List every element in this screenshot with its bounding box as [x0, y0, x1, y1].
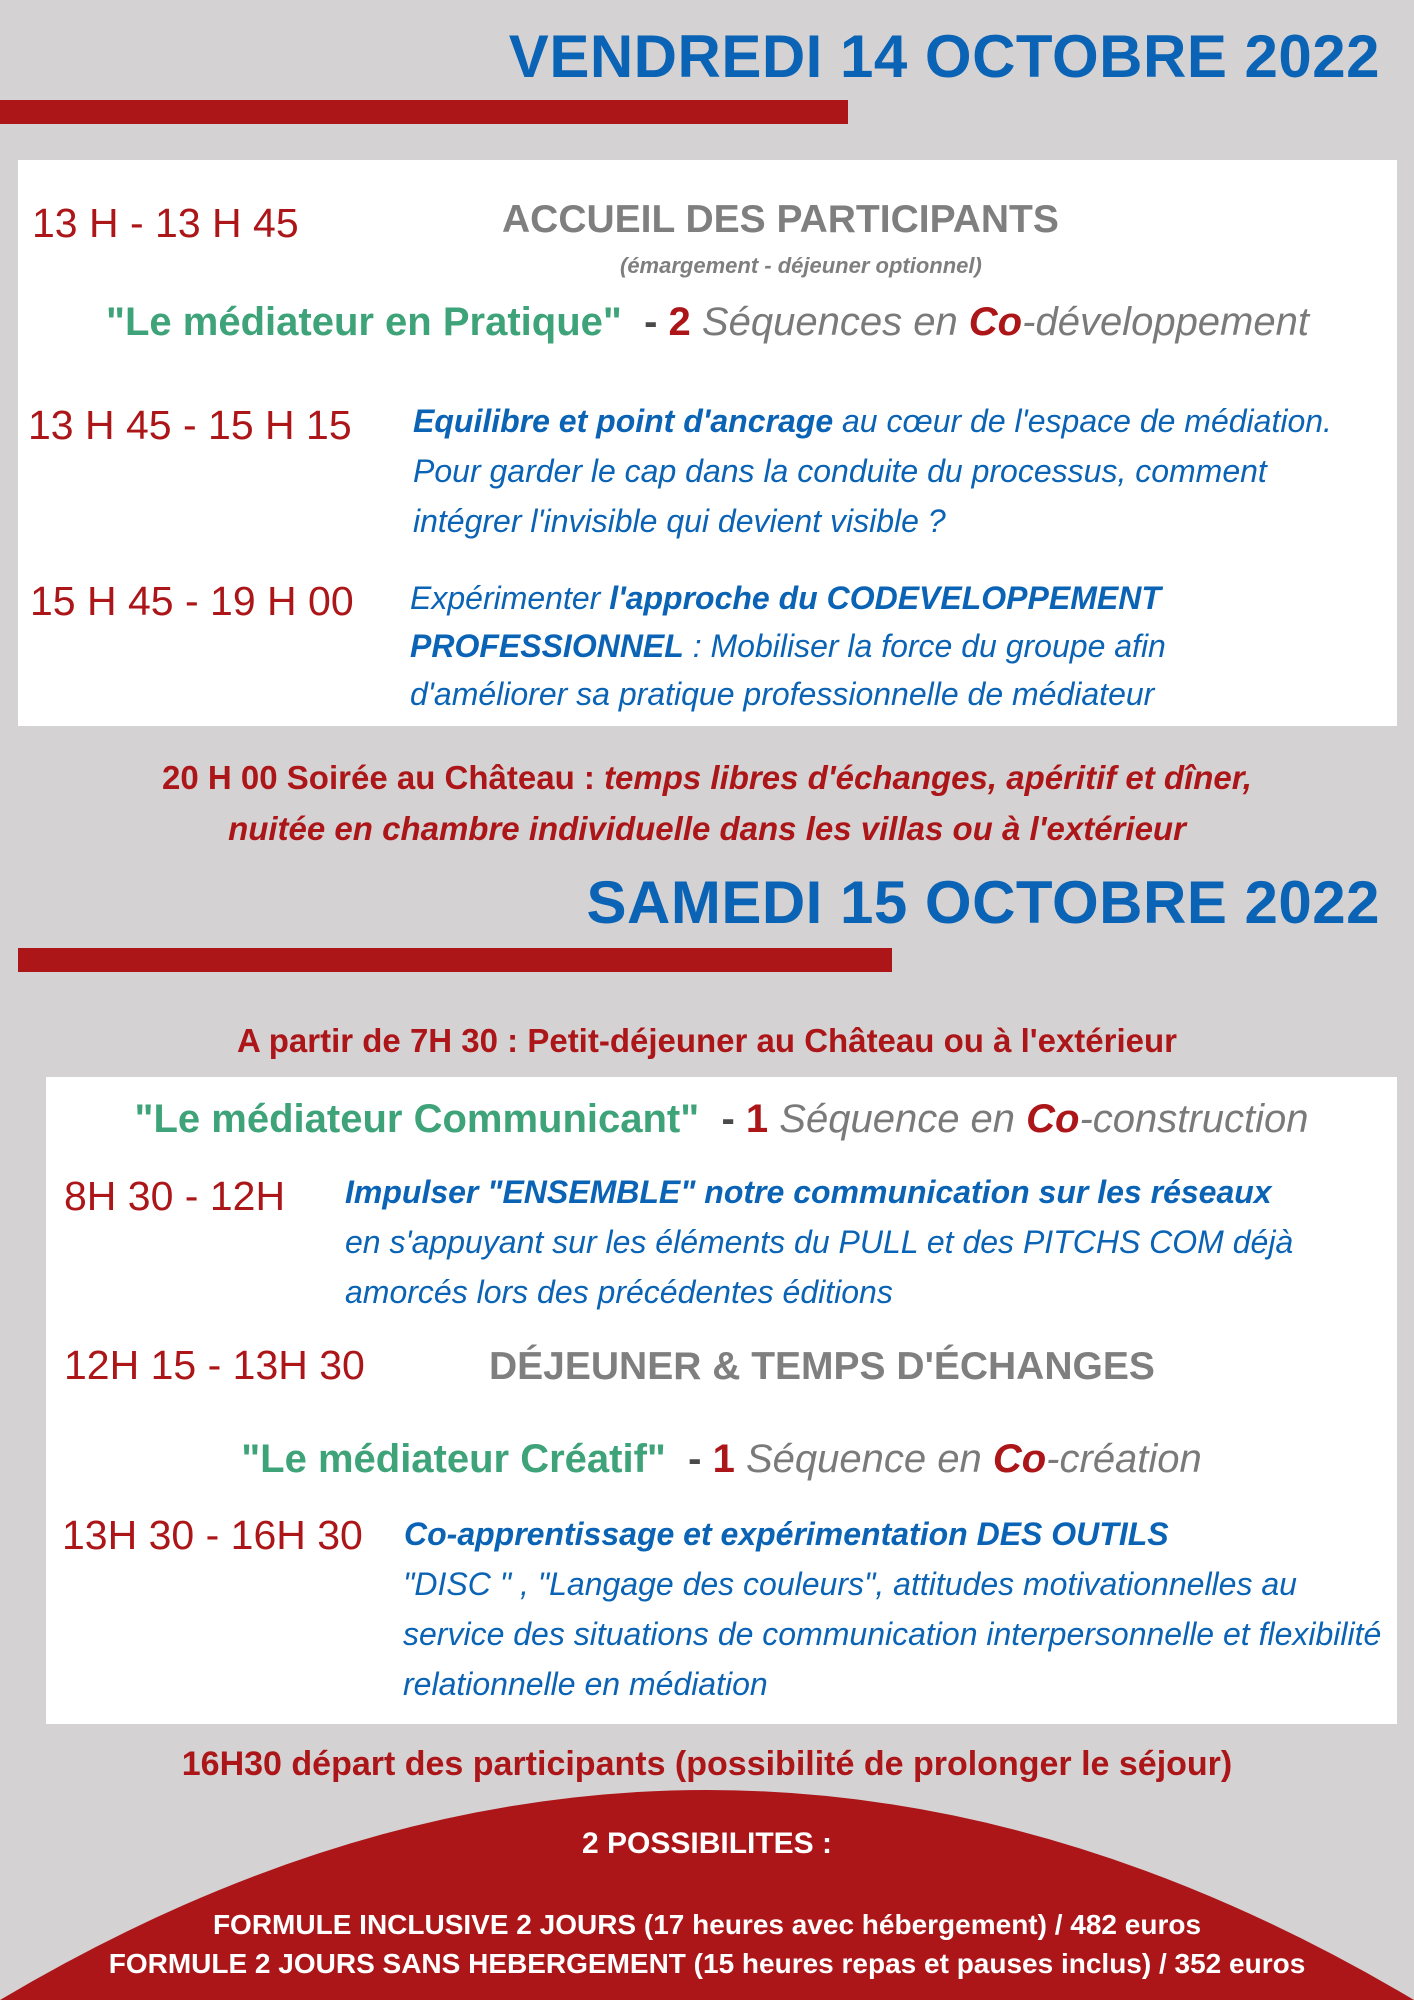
sequence1-text-before: Séquence en — [779, 1097, 1027, 1141]
evening-italic-line1: temps libres d'échanges, apéritif et dîner, — [604, 759, 1252, 796]
evening-info — [0, 752, 1414, 854]
day2-session2-description: "DISC " , "Langage des couleurs", attitudes motivationnelles au service des situations de communication interpersonnelle et flexibilité relationnelle en médiation — [403, 1566, 1382, 1702]
day2-title-underline — [18, 948, 892, 972]
session2-description — [410, 574, 1310, 718]
day1-title-underline — [0, 100, 848, 124]
session1-time: 13 H 45 - 15 H 15 — [28, 402, 352, 448]
sequence2-count: 1 — [712, 1437, 735, 1481]
sequence-dash: - — [644, 300, 658, 344]
day2-program-panel — [46, 1077, 1397, 1724]
lunch-time: 12H 15 - 13H 30 — [64, 1342, 365, 1388]
sequence1-dash: - — [721, 1097, 735, 1141]
day1-title: VENDREDI 14 OCTOBRE 2022 — [508, 23, 1380, 90]
pricing-option-inclusive: FORMULE INCLUSIVE 2 JOURS (17 heures avec hébergement) / 482 euros — [212, 1909, 1202, 1940]
sequence1-text-after: -construction — [1079, 1097, 1309, 1141]
sequence1-name: "Le médiateur Communicant" — [134, 1097, 700, 1141]
sequence-count: 2 — [668, 300, 691, 344]
session1-text: au cœur de l'espace de médiation. Pour garder le cap dans la conduite du processus, comment intégrer l'invisible qui devient visible ? — [413, 403, 1332, 539]
day2-session2-bold: Co-apprentissage et expérimentation DES OUTILS — [404, 1516, 1169, 1552]
session2-text1: Expérimenter — [410, 580, 610, 616]
evening-bold: 20 H 00 Soirée au Château : — [162, 759, 605, 796]
sequence2-dash: - — [688, 1437, 702, 1481]
sequence2-text-before: Séquence en — [745, 1437, 993, 1481]
sequence2-text-after: -création — [1046, 1437, 1202, 1481]
departure-info: 16H30 départ des participants (possibilité de prolonger le séjour) — [181, 1745, 1233, 1783]
day1-program-panel — [18, 160, 1397, 726]
day2-sequence1-heading — [46, 1097, 1397, 1142]
welcome-title: ACCUEIL DES PARTICIPANTS — [502, 198, 1059, 241]
sequence2-name: "Le médiateur Créatif" — [241, 1437, 666, 1481]
sequence1-count: 1 — [745, 1097, 769, 1141]
session2-time: 15 H 45 - 19 H 00 — [30, 578, 354, 624]
session2-text2: : Mobiliser la force du groupe afin d'améliorer sa pratique professionnelle de médiateur — [410, 628, 1166, 712]
sequence-text-before: Séquences en — [701, 300, 969, 344]
day2-session1-description — [345, 1167, 1385, 1317]
day2-title: SAMEDI 15 OCTOBRE 2022 — [586, 869, 1380, 936]
day2-session1-text: en s'appuyant sur les éléments du PULL et des PITCHS COM déjà amorcés lors des précédentes éditions — [345, 1224, 1294, 1310]
day2-session1-time: 8H 30 - 12H — [64, 1173, 286, 1219]
sequence1-co: Co — [1026, 1097, 1080, 1141]
sequence-name: "Le médiateur en Pratique" — [106, 300, 622, 344]
pricing-title: 2 POSSIBILITES : — [581, 1827, 833, 1860]
welcome-time: 13 H - 13 H 45 — [32, 200, 299, 246]
breakfast-info: A partir de 7H 30 : Petit-déjeuner au Château ou à l'extérieur — [236, 1022, 1178, 1059]
welcome-subtitle: (émargement - déjeuner optionnel) — [620, 253, 982, 278]
day2-sequence2-heading — [46, 1437, 1397, 1482]
evening-italic-line2: nuitée en chambre individuelle dans les villas ou à l'extérieur — [228, 810, 1186, 847]
day2-session1-bold: Impulser "ENSEMBLE" notre communication sur les réseaux — [345, 1174, 1272, 1210]
pricing-option-without-accommodation: FORMULE 2 JOURS SANS HEBERGEMENT (15 heures repas et pauses inclus) / 352 euros — [108, 1948, 1306, 1979]
sequence2-co: Co — [992, 1437, 1047, 1481]
session1-description — [413, 396, 1373, 546]
sequence-co: Co — [968, 300, 1023, 344]
session1-bold: Equilibre et point d'ancrage — [413, 403, 834, 439]
day2-session2-time: 13H 30 - 16H 30 — [62, 1512, 363, 1558]
session2-bold: l'approche du CODEVELOPPEMENT PROFESSIONNEL — [410, 580, 1161, 664]
day1-sequence-heading — [18, 300, 1397, 345]
sequence-text-after: -développement — [1022, 300, 1309, 344]
lunch-title: DÉJEUNER & TEMPS D'ÉCHANGES — [489, 1345, 1155, 1388]
day2-session2-heading — [404, 1509, 1384, 1559]
